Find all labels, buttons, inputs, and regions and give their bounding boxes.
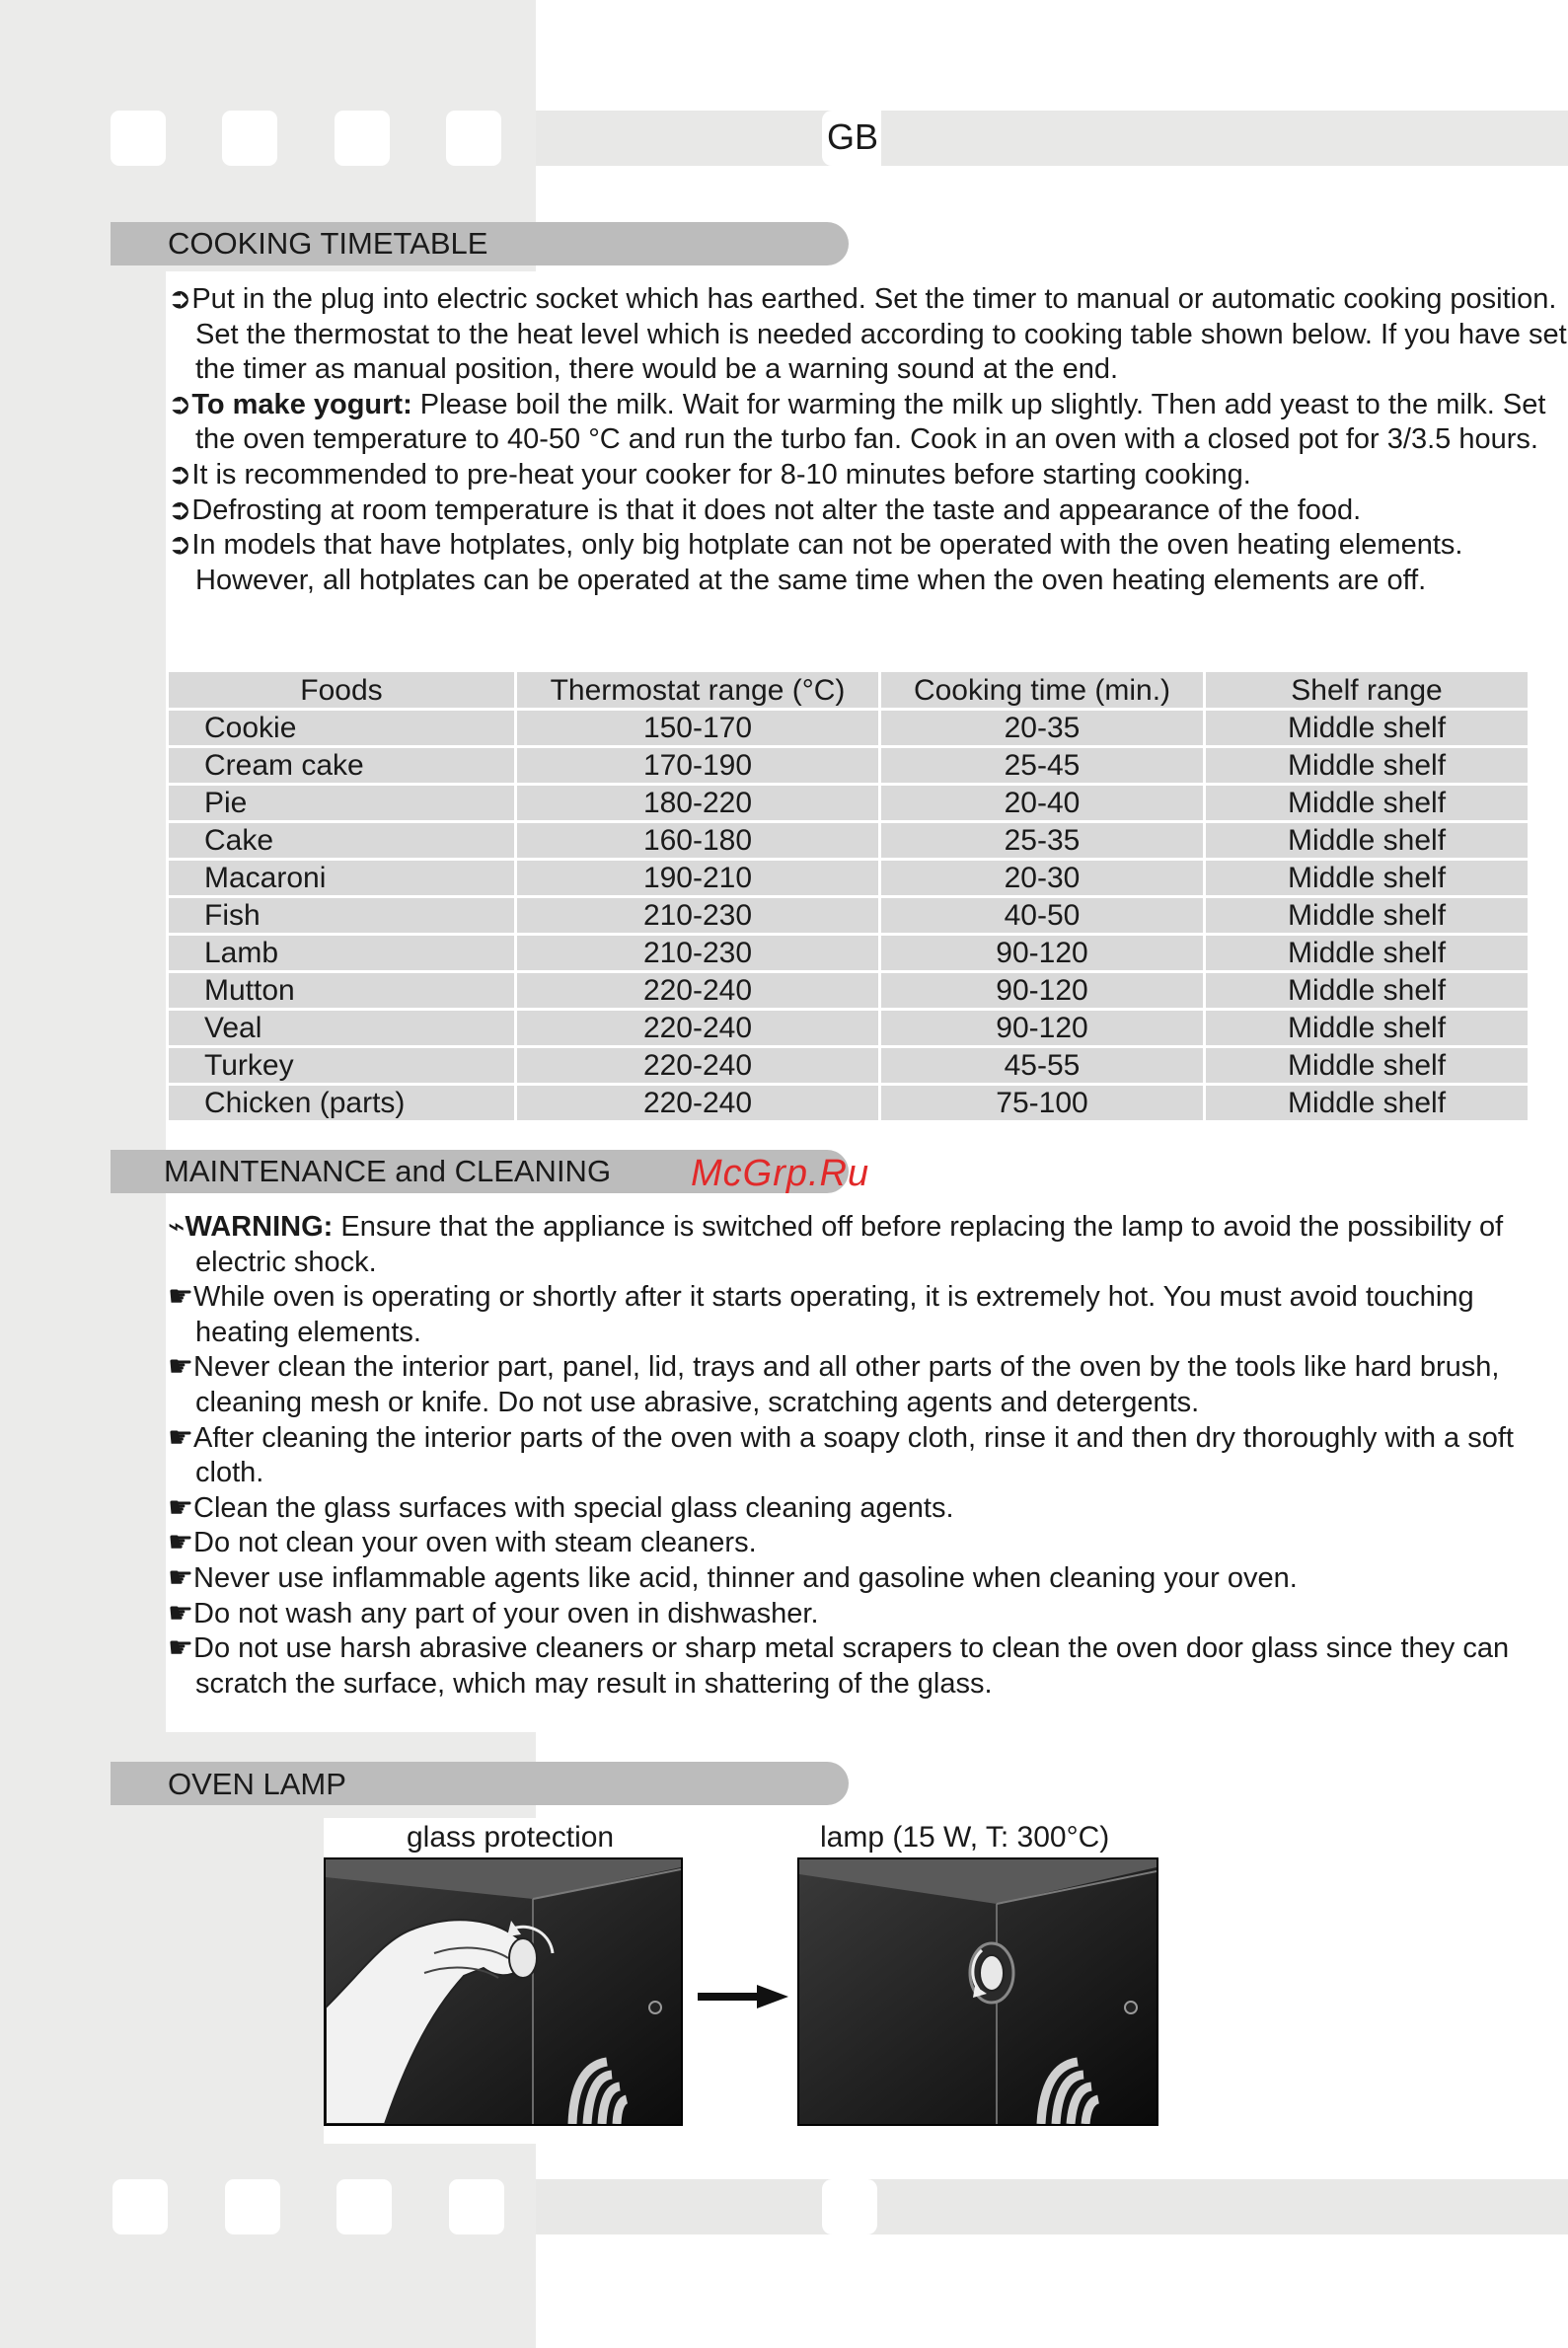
table-cell: 75-100 [881,1086,1203,1120]
pointing-hand-icon: ☛ [168,1632,193,1665]
cooking-instructions [168,282,1567,598]
instruction-text: Put in the plug into electric socket which has earthed. Set the timer to manual or automatic cooking position. Set the thermostat to the heat level which is needed according to cooking table shown below. If you have set the timer as manual position, there would be a warning sound at the end. [191,283,1567,386]
section-title-cooking: COOKING TIMETABLE [168,226,488,261]
table-row [169,1011,1528,1045]
table-cell: 160-180 [517,823,878,858]
table-cell: 25-45 [881,748,1203,783]
warning-label: WARNING: [185,1211,334,1243]
maintenance-text: Do not use harsh abrasive cleaners or sharp metal scrapers to clean the oven door glass since they can scratch the surface, which may result in shattering of the glass. [193,1632,1510,1700]
table-cell: 190-210 [517,861,878,895]
maintenance-text: While oven is operating or shortly after it starts operating, it is extremely hot. You must avoid touching heating elements. [193,1281,1474,1348]
table-cell: Mutton [169,973,514,1008]
table-row [169,748,1528,783]
table-header-cell: Thermostat range (°C) [517,672,878,708]
warning-item [168,1210,1567,1280]
maintenance-item [168,1561,1567,1597]
footer-square-4 [449,2179,504,2234]
table-cell: Cake [169,823,514,858]
arrow-bullet-icon: ➲ [168,458,192,491]
table-row [169,786,1528,820]
pointing-hand-icon: ☛ [168,1491,193,1524]
table-cell: Middle shelf [1206,861,1528,895]
maintenance-item [168,1526,1567,1561]
table-row [169,1048,1528,1083]
table-cell: 90-120 [881,936,1203,970]
maintenance-text: Never use inflammable agents like acid, thinner and gasoline when cleaning your oven. [193,1561,1298,1594]
table-cell: 40-50 [881,898,1203,933]
table-cell: Fish [169,898,514,933]
pointing-hand-icon: ☛ [168,1281,193,1314]
cooking-instruction-item [168,458,1567,493]
maintenance-item [168,1631,1567,1702]
arrow-bullet-icon: ➲ [168,283,192,315]
pointing-hand-icon: ☛ [168,1421,193,1454]
maintenance-text: Never clean the interior part, panel, lid, trays and all other parts of the oven by the tools like hard brush, cleaning mesh or knife. Do not use abrasive, scratching agents and detergents. [193,1351,1500,1418]
instruction-text: In models that have hotplates, only big hotplate can not be operated with the oven heating elements. However, all hotplates can be operated at the same time when the oven heating elements are off. [191,529,1463,596]
table-cell: Cookie [169,711,514,745]
pointing-hand-icon: ☛ [168,1527,193,1559]
table-cell: 220-240 [517,1086,878,1120]
table-cell: Middle shelf [1206,823,1528,858]
table-cell: Middle shelf [1206,1048,1528,1083]
header-square-3 [335,111,390,166]
maintenance-item [168,1350,1567,1420]
caption-lamp: lamp (15 W, T: 300°C) [820,1821,1110,1854]
table-cell: Chicken (parts) [169,1086,514,1120]
section-title-oven-lamp: OVEN LAMP [168,1767,346,1801]
footer-square-3 [336,2179,392,2234]
table-cell: 45-55 [881,1048,1203,1083]
maintenance-item [168,1421,1567,1491]
table-cell: Middle shelf [1206,936,1528,970]
table-row [169,1086,1528,1120]
table-row [169,861,1528,895]
maintenance-text: Do not clean your oven with steam cleaners. [193,1527,757,1559]
header-bar [536,111,1568,166]
maintenance-item [168,1280,1567,1350]
table-cell: Middle shelf [1206,711,1528,745]
maintenance-text: Do not wash any part of your oven in dishwasher. [193,1597,819,1629]
caption-glass-protection: glass protection [407,1821,615,1854]
photo-lamp [797,1857,1158,2126]
table-cell: Cream cake [169,748,514,783]
maintenance-text: Clean the glass surfaces with special glass cleaning agents. [193,1491,954,1524]
pointing-hand-icon: ☛ [168,1561,193,1594]
language-code: GB [827,116,879,157]
warning-icon: ⌁ [168,1211,186,1243]
arrow-bullet-icon: ➲ [168,493,192,526]
table-cell: Lamb [169,936,514,970]
footer-bar [536,2179,1568,2234]
table-header-cell: Foods [169,672,514,708]
table-cell: 20-35 [881,711,1203,745]
arrow-bullet-icon: ➲ [168,388,192,420]
footer-square-2 [225,2179,280,2234]
warning-text: Ensure that the appliance is switched off before replacing the lamp to avoid the possibility of electric shock. [195,1211,1504,1278]
table-cell: Pie [169,786,514,820]
cooking-instruction-item [168,388,1567,458]
table-cell: 25-35 [881,823,1203,858]
table-cell: 220-240 [517,1011,878,1045]
table-row [169,823,1528,858]
table-header-cell: Cooking time (min.) [881,672,1203,708]
table-cell: 220-240 [517,1048,878,1083]
cooking-instruction-item [168,528,1567,598]
table-header-row [169,672,1528,708]
maintenance-item [168,1597,1567,1632]
table-cell: Veal [169,1011,514,1045]
table-cell: Macaroni [169,861,514,895]
maintenance-text: After cleaning the interior parts of the oven with a soapy cloth, rinse it and then dry thoroughly with a soft cloth. [193,1421,1514,1489]
footer-square-1 [112,2179,168,2234]
table-cell: 150-170 [517,711,878,745]
watermark: McGrp.Ru [691,1153,870,1194]
section-title-maintenance: MAINTENANCE and CLEANING [164,1154,612,1188]
table-cell: Middle shelf [1206,748,1528,783]
table-cell: Middle shelf [1206,1011,1528,1045]
table-cell: Middle shelf [1206,973,1528,1008]
header-square-4 [446,111,501,166]
photo-glass-protection [324,1857,683,2126]
table-cell: Turkey [169,1048,514,1083]
pointing-hand-icon: ☛ [168,1351,193,1384]
maintenance-list [168,1210,1567,1702]
cooking-instruction-item [168,493,1567,529]
footer-tab [822,2179,877,2234]
table-cell: 20-40 [881,786,1203,820]
table-row [169,898,1528,933]
table-cell: Middle shelf [1206,1086,1528,1120]
table-cell: 20-30 [881,861,1203,895]
table-row [169,711,1528,745]
cooking-instruction-item [168,282,1567,388]
instruction-text: Defrosting at room temperature is that it does not alter the taste and appearance of the food. [191,493,1362,526]
table-cell: 170-190 [517,748,878,783]
table-cell: 90-120 [881,1011,1203,1045]
header-square-2 [222,111,277,166]
cooking-table [166,669,1531,1123]
maintenance-item [168,1491,1567,1527]
table-cell: Middle shelf [1206,786,1528,820]
table-cell: 180-220 [517,786,878,820]
table-row [169,936,1528,970]
table-cell: 210-230 [517,898,878,933]
table-cell: 210-230 [517,936,878,970]
pointing-hand-icon: ☛ [168,1597,193,1629]
instruction-bold-label: To make yogurt: [191,388,412,420]
header-square-1 [111,111,166,166]
arrow-bullet-icon: ➲ [168,529,192,562]
table-cell: 90-120 [881,973,1203,1008]
instruction-text: It is recommended to pre-heat your cooker for 8-10 minutes before starting cooking. [191,458,1251,491]
table-cell: Middle shelf [1206,898,1528,933]
arrow-right-icon [698,1985,788,2008]
table-row [169,973,1528,1008]
table-header-cell: Shelf range [1206,672,1528,708]
table-cell: 220-240 [517,973,878,1008]
instruction-text: Please boil the milk. Wait for warming the milk up slightly. Then add yeast to the milk. Set the oven temperature to 40-50 °C and run the turbo fan. Cook in an oven with a closed pot for 3/3.5 hours. [195,388,1546,456]
